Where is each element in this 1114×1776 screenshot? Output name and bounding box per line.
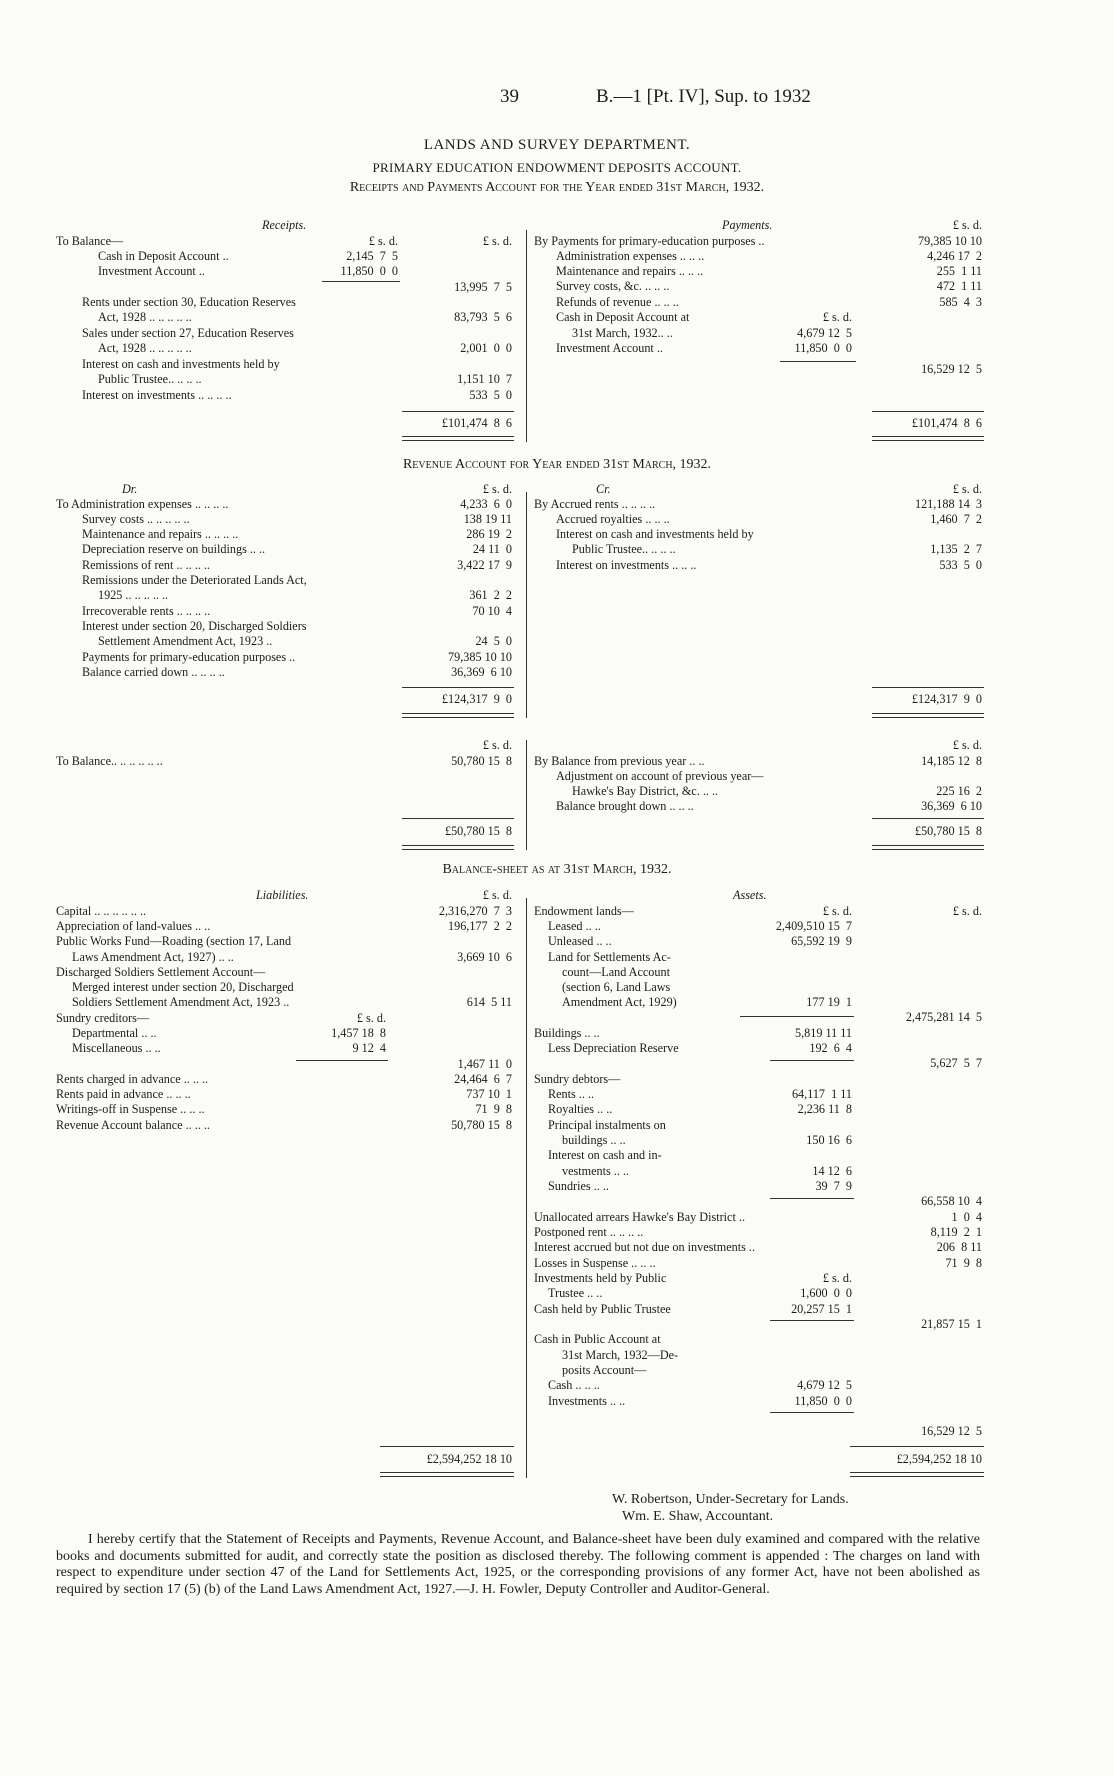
bs-assets-total: £2,594,252 18 10 [896,1452,982,1466]
rp-line: Public Trustee.. .. .. .. [98,372,202,386]
rp-line: Cash in Deposit Account .. [98,249,229,263]
rev-balance-total: £50,780 15 8 [914,824,982,838]
rp-amount: 255 1 11 [936,264,982,278]
rev-line: Survey costs .. .. .. .. .. [82,512,190,526]
rp-line: Sales under section 27, Education Reserves [82,326,294,340]
rev-credit-total: £124,317 9 0 [911,692,982,706]
bs-amount: 614 5 11 [466,995,512,1009]
signature-under-secretary: W. Robertson, Under-Secretary for Lands. [612,1492,849,1507]
bs-line: Writings-off in Suspense .. .. .. [56,1102,205,1116]
bs-line: Sundries .. .. [548,1179,609,1193]
bs-amount: 8,119 2 1 [930,1225,982,1239]
rev-amount: 70 10 4 [472,604,512,618]
bs-line: Rents paid in advance .. .. .. [56,1087,191,1101]
rp-amount: 533 5 0 [469,388,512,402]
bs-sub-amount: 150 16 6 [806,1133,852,1147]
bs-sub-header: £ s. d. [822,904,852,918]
rp-line: By Payments for primary-education purposes .. [534,234,765,248]
rev-col-header: £ s. d. [952,482,982,496]
bs-line: Revenue Account balance .. .. .. [56,1118,210,1132]
bs-line: Departmental .. .. [72,1026,157,1040]
bs-sub-amount: 14 12 6 [812,1164,852,1178]
rev-line: Accrued royalties .. .. .. [556,512,670,526]
rev-debit-total: £124,317 9 0 [441,692,512,706]
bs-line: Interest accrued but not due on investments .. [534,1240,756,1254]
rev-line: Balance brought down .. .. .. [556,799,694,813]
rev-amount: 36,369 6 10 [451,665,512,679]
rev-line: Public Trustee.. .. .. .. [572,542,676,556]
department-title: LANDS AND SURVEY DEPARTMENT. [423,137,691,153]
rp-receipts-total: £101,474 8 6 [441,416,512,430]
rev-amount: 3,422 17 9 [457,558,512,572]
rp-line: Interest on cash and investments held by [82,357,280,371]
bs-line: Cash in Public Account at [534,1332,661,1346]
bs-line: Miscellaneous .. .. [72,1041,161,1055]
account-title: PRIMARY EDUCATION ENDOWMENT DEPOSITS ACCOUNT. [372,160,742,175]
report-reference: B.—1 [Pt. IV], Sup. to 1932 [596,86,811,107]
rp-amount: 79,385 10 10 [918,234,982,248]
rev-amount: 36,369 6 10 [921,799,982,813]
rev-amount: 286 19 2 [466,527,512,541]
bs-amount: 71 9 8 [475,1102,512,1116]
rev-amount: 4,233 6 0 [460,497,512,511]
rp-amount: 4,246 17 2 [927,249,982,263]
bs-line: Investments held by Public [534,1271,667,1285]
rev-amount: 24 11 0 [472,542,512,556]
bs-sub-amount: 192 6 4 [809,1041,852,1055]
rp-sub-header: £ s. d. [368,234,398,248]
bs-line: Appreciation of land-values .. .. [56,919,211,933]
bs-line: Principal instalments on [548,1118,666,1132]
rev-line: By Balance from previous year .. .. [534,754,705,768]
bs-amount: 66,558 10 4 [921,1194,982,1208]
rev-line: Remissions under the Deteriorated Lands Act, [82,573,307,587]
rev-col-header: £ s. d. [952,738,982,752]
bs-line: Postponed rent .. .. .. .. [534,1225,644,1239]
liabilities-heading: Liabilities. [256,888,309,902]
rev-amount: 1,135 2 7 [930,542,982,556]
bs-amount: 206 8 11 [936,1240,982,1254]
rev-col-header: £ s. d. [482,738,512,752]
bs-sub-amount: 64,117 1 11 [791,1087,852,1101]
rev-line: Interest under section 20, Discharged Soldiers [82,619,307,633]
bs-sub-amount: 4,679 12 5 [797,1378,852,1392]
rp-sub-amount: 11,850 0 0 [340,264,398,278]
rp-line: Maintenance and repairs .. .. .. [556,264,704,278]
bs-sub-amount: 9 12 4 [352,1041,386,1055]
rev-amount: 50,780 15 8 [451,754,512,768]
rev-line: 1925 .. .. .. .. .. [98,588,169,602]
audit-certificate: I hereby certify that the Statement of Receipts and Payments, Revenue Account, and Balance-sheet have been duly examined and compared with the relative books and documents submitted for audit, and correctly state the position as disclosed thereby. The following comment is appended : The charges on land with respect to expenditure under section 47 of the Land for Settlements Act, 1925, or the corresponding provisions of any former Act, have not been abolished as required by section 17 (5) (b) of the Land Laws Amendment Act, 1927.—J. H. Fowler, Deputy Controller and Auditor-General. [56,1532,980,1597]
bs-line: Soldiers Settlement Amendment Act, 1923 .. [72,995,290,1009]
rev-amount: 533 5 0 [939,558,982,572]
bs-line: Unallocated arrears Hawke's Bay District .. [534,1210,745,1224]
rp-col-header: £ s. d. [952,218,982,232]
rp-sub-amount: 4,679 12 5 [797,326,852,340]
bs-line: Royalties .. .. [548,1102,613,1116]
receipts-payments-title: Receipts and Payments Account for the Year ended 31st March, 1932. [349,180,765,195]
rev-line: Remissions of rent .. .. .. .. [82,558,210,572]
rev-amount: 361 2 2 [469,588,512,602]
bs-amount: 3,669 10 6 [457,950,512,964]
rp-amount: 13,995 7 5 [454,280,512,294]
rev-amount: 225 16 2 [936,784,982,798]
bs-line: Interest on cash and in- [548,1148,662,1162]
bs-amount: 50,780 15 8 [451,1118,512,1132]
bs-amount: 2,316,270 7 3 [438,904,512,918]
rp-line: Act, 1928 .. .. .. .. .. [98,310,192,324]
bs-amount: 1,467 11 0 [457,1057,512,1071]
bs-line: Discharged Soldiers Settlement Account— [56,965,266,979]
rp-amount: 472 1 11 [936,279,982,293]
rp-line: Cash in Deposit Account at [556,310,690,324]
rev-line: Payments for primary-education purposes .. [82,650,296,664]
bs-col-header: £ s. d. [482,888,512,902]
rp-sub-header: £ s. d. [822,310,852,324]
rp-amount: 1,151 10 7 [457,372,512,386]
rev-amount: 24 5 0 [475,634,512,648]
bs-amount: 1 0 4 [951,1210,982,1224]
rev-line: Interest on investments .. .. .. [556,558,697,572]
rp-sub-amount: 2,145 7 5 [346,249,398,263]
bs-line: Sundry creditors— [56,1011,150,1025]
bs-sub-amount: 2,236 11 8 [797,1102,852,1116]
rev-line: To Administration expenses .. .. .. .. [56,497,229,511]
bs-col-header: £ s. d. [952,904,982,918]
rp-line: Investment Account .. [556,341,663,355]
bs-line: Land for Settlements Ac- [548,950,671,964]
bs-line: Unleased .. .. [548,934,612,948]
rev-balance-total: £50,780 15 8 [444,824,512,838]
rp-line: Refunds of revenue .. .. .. [556,295,679,309]
bs-sub-header: £ s. d. [822,1271,852,1285]
bs-line: Trustee .. .. [548,1286,603,1300]
rev-line: Depreciation reserve on buildings .. .. [82,542,266,556]
bs-line: Less Depreciation Reserve [548,1041,679,1055]
rev-col-header: £ s. d. [482,482,512,496]
bs-sub-amount: 2,409,510 15 7 [775,919,852,933]
bs-amount: 16,529 12 5 [921,1424,982,1438]
bs-line: Cash .. .. .. [548,1378,600,1392]
bs-line: vestments .. .. [562,1164,630,1178]
rev-amount: 1,460 7 2 [930,512,982,526]
bs-line: Buildings .. .. [534,1026,600,1040]
bs-line: Losses in Suspense .. .. .. [534,1256,656,1270]
bs-amount: 2,475,281 14 5 [905,1010,982,1024]
bs-sub-amount: 39 7 9 [815,1179,852,1193]
revenue-title: Revenue Account for Year ended 31st March, 1932. [402,457,712,472]
bs-line: Endowment lands— [534,904,634,918]
rev-line: Hawke's Bay District, &c. .. .. [572,784,719,798]
bs-line: Rents charged in advance .. .. .. [56,1072,209,1086]
rev-amount: 79,385 10 10 [448,650,512,664]
rev-balance-line: To Balance.. .. .. .. .. .. [56,754,163,768]
bs-line: Merged interest under section 20, Discharged [72,980,294,994]
rp-amount: 16,529 12 5 [921,362,982,376]
rp-amount: 83,793 5 6 [454,310,512,324]
bs-sub-header: £ s. d. [356,1011,386,1025]
payments-heading: Payments. [722,218,773,232]
rev-line: Interest on cash and investments held by [556,527,754,541]
rev-line: Irrecoverable rents .. .. .. .. [82,604,211,618]
rp-amount: 2,001 0 0 [460,341,512,355]
bs-amount: 5,627 5 7 [930,1056,982,1070]
dr-heading: Dr. [122,482,138,496]
page-number: 39 [500,86,519,107]
bs-line: Investments .. .. [548,1394,626,1408]
bs-sub-amount: 20,257 15 1 [791,1302,852,1316]
rp-col-header: £ s. d. [482,234,512,248]
rp-line: Investment Account .. [98,264,205,278]
rev-line: By Accrued rents .. .. .. .. [534,497,656,511]
bs-line: buildings .. .. [562,1133,626,1147]
rev-line: Balance carried down .. .. .. .. [82,665,225,679]
rev-line: Maintenance and repairs .. .. .. .. [82,527,239,541]
signature-accountant: Wm. E. Shaw, Accountant. [622,1509,774,1524]
bs-amount: 737 10 1 [466,1087,512,1101]
bs-line: Sundry debtors— [534,1072,621,1086]
balance-sheet-title: Balance-sheet as at 31st March, 1932. [442,862,672,877]
bs-line: Capital .. .. .. .. .. .. [56,904,147,918]
bs-sub-amount: 1,600 0 0 [800,1286,852,1300]
rp-amount: 585 4 3 [939,295,982,309]
receipts-heading: Receipts. [262,218,307,232]
bs-sub-amount: 11,850 0 0 [794,1394,852,1408]
rev-line: Adjustment on account of previous year— [556,769,764,783]
bs-line: posits Account— [562,1363,647,1377]
rp-payments-total: £101,474 8 6 [911,416,982,430]
rp-line: Act, 1928 .. .. .. .. .. [98,341,192,355]
bs-sub-amount: 65,592 19 9 [791,934,852,948]
bs-liabilities-total: £2,594,252 18 10 [426,1452,512,1466]
bs-line: (section 6, Land Laws [562,980,671,994]
assets-heading: Assets. [733,888,767,902]
bs-line: Public Works Fund—Roading (section 17, Land [56,934,292,948]
rev-amount: 121,188 14 3 [914,497,982,511]
rp-line: Survey costs, &c. .. .. .. [556,279,670,293]
bs-line: Leased .. .. [548,919,601,933]
rev-amount: 14,185 12 8 [921,754,982,768]
bs-amount: 71 9 8 [945,1256,982,1270]
bs-line: count—Land Account [562,965,670,979]
rev-line: Settlement Amendment Act, 1923 .. [98,634,273,648]
bs-amount: 21,857 15 1 [921,1317,982,1331]
bs-line: Cash held by Public Trustee [534,1302,671,1316]
rp-line: Interest on investments .. .. .. .. [82,388,232,402]
rp-line: 31st March, 1932.. .. [572,326,673,340]
bs-sub-amount: 1,457 18 8 [331,1026,386,1040]
rev-amount: 138 19 11 [463,512,512,526]
cr-heading: Cr. [596,482,611,496]
bs-line: Amendment Act, 1929) [562,995,677,1009]
bs-line: Rents .. .. [548,1087,595,1101]
bs-amount: 24,464 6 7 [454,1072,512,1086]
rp-sub-amount: 11,850 0 0 [794,341,852,355]
bs-line: 31st March, 1932—De- [562,1348,679,1362]
bs-amount: 196,177 2 2 [448,919,512,933]
bs-sub-amount: 5,819 11 11 [795,1026,852,1040]
bs-sub-amount: 177 19 1 [806,995,852,1009]
bs-line: Laws Amendment Act, 1927) .. .. [72,950,234,964]
rp-line: Administration expenses .. .. .. [556,249,705,263]
rp-line: Rents under section 30, Education Reserves [82,295,296,309]
rp-line: To Balance— [56,234,124,248]
